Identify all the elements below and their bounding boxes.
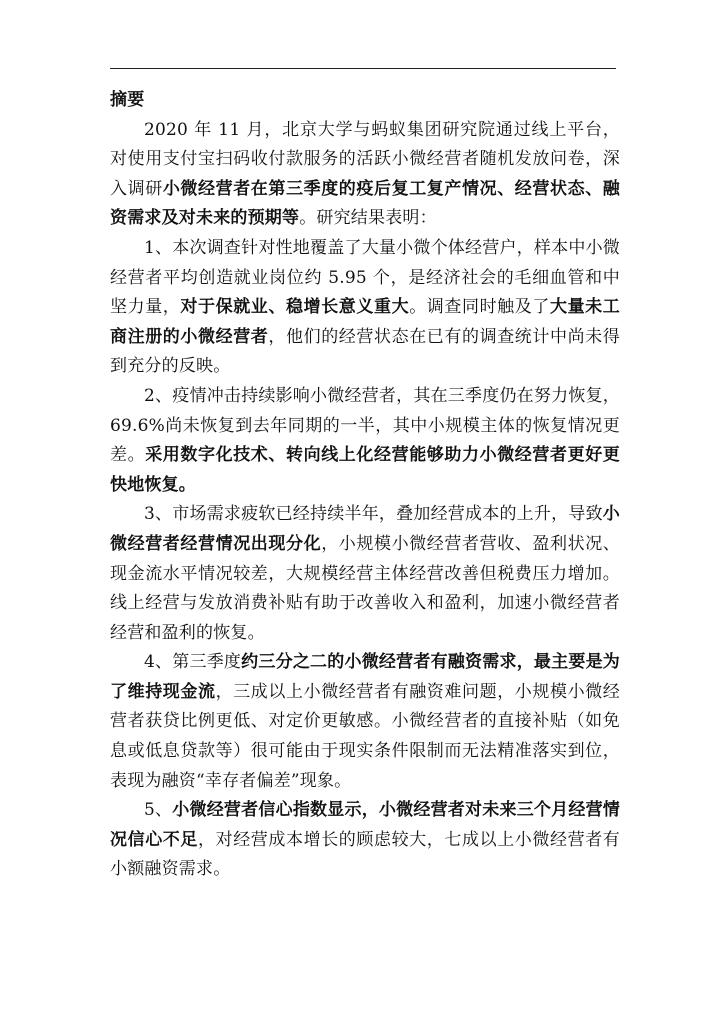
body-text: 2020 年 11 月，北京大学与蚂蚁集团研究院通过线上平台，对使用支付宝扫码收付款服务的活跃小微经营者随机发放问卷，深入调研 bbox=[110, 119, 620, 199]
emphasis-text: 小微经营者信心指数显示，小微经营者对未来三个月经营情况信心不足 bbox=[110, 800, 620, 850]
body-text: ，对经营成本增长的顾虑较大，七成以上小微经营者有小额融资需求。 bbox=[110, 829, 620, 880]
abstract-body bbox=[110, 116, 620, 885]
emphasis-text: 小微经营者在第三季度的疫后复工复产情况、经营状态、融资需求及对未来的预期等 bbox=[110, 178, 621, 229]
abstract-section bbox=[110, 86, 620, 885]
emphasis-text: 小微经营者经营情况出现分化 bbox=[110, 504, 620, 554]
body-text: 3、市场需求疲软已经持续半年，叠加经营成本的上升，导致 bbox=[144, 504, 603, 525]
body-text: 4、第三季度 bbox=[144, 652, 242, 673]
abstract-heading: 摘要 bbox=[110, 90, 145, 110]
abstract-paragraph bbox=[110, 648, 620, 796]
body-text: ，小规模小微经营者营收、盈利状况、现金流水平情况较差，大规模经营主体经营改善但税费压力增加。线上经营与发放消费补贴有助于改善收入和盈利，加速小微经营者经营和盈利的恢复。 bbox=[110, 533, 620, 643]
emphasis-text: 对于保就业、稳增长意义重大 bbox=[180, 297, 410, 318]
body-text: 1、本次调查针对性地覆盖了大量小微个体经营户，样本中小微经营者平均创造就业岗位约 5.95 个，是经济社会的毛细血管和中坚力量， bbox=[110, 237, 620, 318]
body-text: 。研究结果表明： bbox=[299, 208, 437, 229]
header-rule bbox=[110, 68, 616, 69]
emphasis-text: 大量未工商注册的小微经营者 bbox=[110, 297, 620, 347]
abstract-paragraph bbox=[110, 796, 620, 885]
abstract-paragraph bbox=[110, 234, 620, 382]
emphasis-text: 采用数字化技术、转向线上化经营能够助力小微经营者更好更快地恢复。 bbox=[110, 445, 620, 495]
body-text: 2、疫情冲击持续影响小微经营者，其在三季度仍在努力恢复，69.6%尚未恢复到去年同期的一半，其中小规模主体的恢复情况更差。 bbox=[110, 385, 620, 466]
body-text: ，他们的经营状态在已有的调查统计中尚未得到充分的反映。 bbox=[110, 326, 620, 377]
abstract-paragraph bbox=[110, 500, 620, 648]
body-text: ，三成以上小微经营者有融资难问题，小规模小微经营者获贷比例更低、对定价更敏感。小微经营者的直接补贴（如免息或低息贷款等）很可能由于现实条件限制而无法精准落实到位，表现为融资“幸存者偏差”现象。 bbox=[110, 681, 620, 791]
emphasis-text: 约三分之二的小微经营者有融资需求，最主要是为了维持现金流 bbox=[110, 652, 620, 702]
abstract-paragraph bbox=[110, 116, 620, 234]
body-text: 。调查同时触及了 bbox=[409, 297, 550, 318]
body-text: 5、 bbox=[144, 800, 173, 821]
abstract-paragraph bbox=[110, 382, 620, 500]
